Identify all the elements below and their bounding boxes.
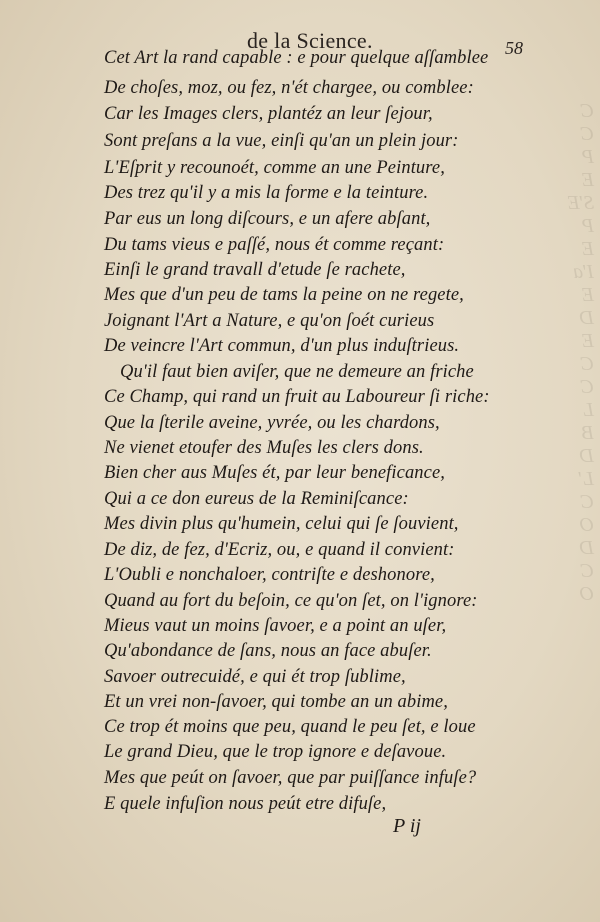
verse-line: L'Eſprit y recounoét, comme an une Peinture,: [104, 158, 445, 178]
verse-line: Car les Images clers, plantéz an leur ſejour,: [104, 104, 433, 124]
page-number: 58: [505, 38, 523, 58]
verse-line: Ne vienet etoufer des Muſes les clers dons.: [104, 438, 424, 458]
verse-line: Mes que peút on ſavoer, que par puiſſance infuſe?: [104, 768, 477, 788]
verse-line: Quand au fort du beſoin, ce qu'on ſet, on l'ignore:: [104, 591, 478, 611]
verse-line: Einſi le grand travall d'etude ſe rachete,: [104, 260, 406, 280]
verse-line: Qui a ce don eureus de la Reminiſcance:: [104, 489, 409, 509]
show-through-text: C C P E S'E P E I'a E D E C C L B D L' C O D C O: [567, 100, 594, 605]
verse-line: Joignant l'Art a Nature, e qu'on ſoét curieus: [104, 311, 435, 331]
verse-line: Par eus un long diſcours, e un afere abſant,: [104, 209, 431, 229]
verse-line: Savoer outrecuidé, e qui ét trop ſublime,: [104, 667, 406, 687]
signature-mark: P ij: [393, 815, 421, 837]
verse-line: De veincre l'Art commun, d'un plus induſtrieus.: [104, 336, 460, 356]
verse-line: Qu'abondance de ſans, nous an face abuſer.: [104, 641, 432, 661]
verse-line: Qu'il faut bien aviſer, que ne demeure an friche: [120, 362, 474, 382]
verse-line: E quele infuſion nous peút etre difuſe,: [104, 794, 387, 814]
verse-line: Mes que d'un peu de tams la peine on ne regete,: [104, 285, 464, 305]
verse-line: Mieus vaut un moins ſavoer, e a point an uſer,: [104, 616, 447, 636]
verse-line: De choſes, moz, ou fez, n'ét chargee, ou comblee:: [104, 78, 474, 98]
running-head: de la Science.: [247, 28, 373, 53]
verse-line: Des trez qu'il y a mis la forme e la teinture.: [104, 183, 429, 203]
verse-line: Ce trop ét moins que peu, quand le peu ſet, e loue: [104, 717, 476, 737]
verse-line: Sont preſans a la vue, einſi qu'an un plein jour:: [104, 131, 459, 151]
verse-line: Bien cher aus Muſes ét, par leur beneficance,: [104, 463, 445, 483]
verse-line: De diz, de fez, d'Ecriz, ou, e quand il convient:: [104, 540, 455, 560]
verse-line: Ce Champ, qui rand un fruit au Laboureur ſi riche:: [104, 387, 490, 407]
verse-line: Que la ſterile aveine, yvrée, ou les chardons,: [104, 413, 440, 433]
verse-line: Mes divin plus qu'humein, celui qui ſe ſouvient,: [104, 514, 459, 534]
verse-line: Du tams vieus e paſſé, nous ét comme reçant:: [104, 235, 445, 255]
verse-line: Le grand Dieu, que le trop ignore e deſavoue.: [104, 742, 447, 762]
verse-line: Cet Art la rand capable : e pour quelque aſſamblee: [104, 48, 489, 68]
verse-line: Et un vrei non-ſavoer, qui tombe an un abime,: [104, 692, 448, 712]
verse-line: L'Oubli e nonchaloer, contriſte e deshonore,: [104, 565, 435, 585]
